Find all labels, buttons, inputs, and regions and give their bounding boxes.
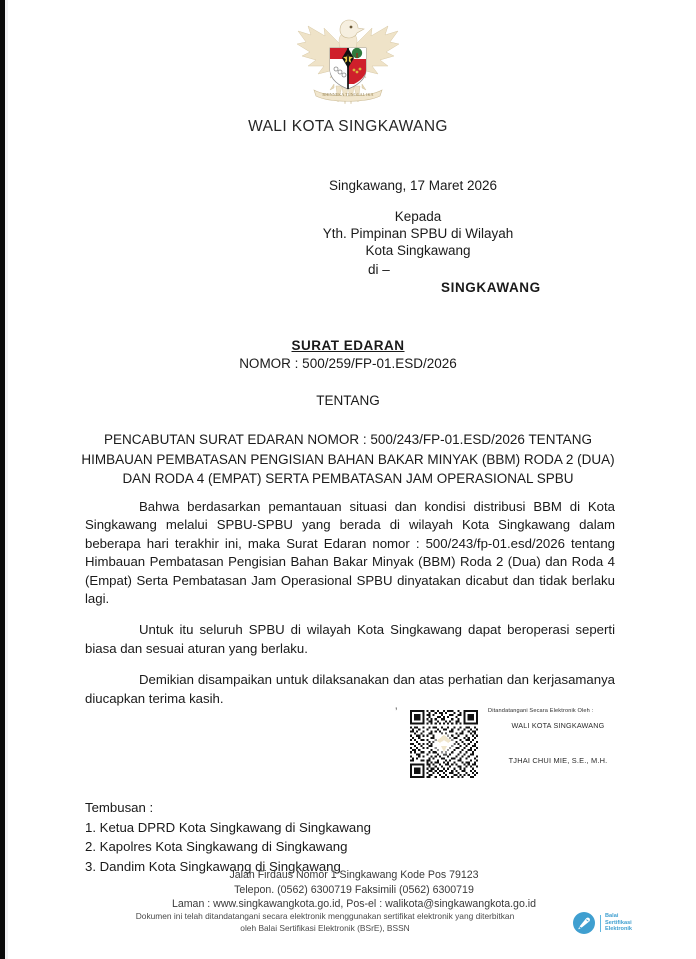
bsre-logo-icon [572,911,596,935]
signature-block [395,704,630,786]
title-block [60,338,636,489]
body-paragraph-2: Untuk itu seluruh SPBU di wilayah Kota Singkawang dapat beroperasi seperti biasa dan sesuai aturan yang berlaku. [85,622,615,656]
subject-line-3: DAN RODA 4 (EMPAT) SERTA PEMBATASAN JAM OPERASIONAL SPBU [122,471,574,486]
footer-street: Jalan Firdaus Nomor 1 Singkawang Kode Pos 79123 [229,869,479,881]
bsre-logo-divider [600,915,601,932]
addressee-recipient: Yth. Pimpinan SPBU di Wilayah [322,226,514,241]
electronic-signature-label: Ditandatangani Secara Elektronik Oleh : [488,708,594,714]
body-paragraph-3: Demikian disampaikan untuk dilaksanakan dan atas perhatian dan kerjasamanya diucapkan terima kasih. [85,672,615,706]
addressee-di-label: di – [368,262,390,277]
bsre-word-2: Sertifikasi [605,919,632,926]
subject-line-1: PENCABUTAN SURAT EDARAN NOMOR : 500/243/FP-01.ESD/2026 TENTANG [104,432,592,447]
letterhead [0,14,696,136]
addressee-region: Kota Singkawang [365,243,471,258]
scan-mark-icon: ’ [395,706,398,718]
bsre-word-3: Elektronik [605,926,633,933]
body-paragraph-1: Bahwa berdasarkan pemantauan situasi dan kondisi distribusi BBM di Kota Singkawang melalui SPBU-SPBU yang berada di wilayah Kota Singkawang dalam beberapa hari terakhir ini, maka Surat Edaran nomor : 500/243/fp-01.esd/2026 tentang Himbauan Pembatasan Pengisian Bahan Bakar Minyak (BBM) Roda 2 (Dua) dan Roda 4 (Empat) Serta Pembatasan Jam Operasional SPBU dinyatakan dicabut dan tidak berlaku lagi. [85,499,615,607]
signature-text [486,708,630,765]
letterhead-title: WALI KOTA SINGKAWANG [248,118,448,135]
bsre-notice-line-2: oleh Balai Sertifikasi Elektronik (BSrE), BSSN [240,923,410,933]
tembusan-item: 2. Kapolres Kota Singkawang di Singkawang [85,839,348,855]
document-type: SURAT EDARAN [291,338,405,353]
document-body [85,498,615,708]
qr-code[interactable] [410,710,478,778]
footer-phone: Telepon. (0562) 6300719 Faksimili (0562) 6300719 [234,883,474,896]
svg-text:BHINNEKA TUNGGAL IKA: BHINNEKA TUNGGAL IKA [322,92,374,97]
addressee-block [0,208,696,259]
signatory-office: WALI KOTA SINGKAWANG [511,721,605,730]
footer-address [0,868,696,912]
tembusan-item: 3. Dandim Kota Singkawang di Singkawang [85,858,341,874]
bsre-word-1: Balai [605,913,619,920]
bsre-notice-line-1: Dokumen ini telah ditandatangani secara elektronik menggunakan sertifikat elektronik yang diterbitkan [135,911,515,921]
tembusan-item: 1. Ketua DPRD Kota Singkawang di Singkawang [85,819,371,835]
document-number: NOMOR : 500/259/FP-01.ESD/2026 [239,356,457,371]
tembusan-block [85,798,371,876]
garuda-pancasila-emblem [294,14,402,110]
addressee-city: SINGKAWANG [441,280,541,295]
bsre-notice [100,910,550,934]
signatory-name: TJHAI CHUI MIE, S.E., M.H. [508,756,608,765]
scan-edge-artifact-light [5,0,8,959]
tentang-label: TENTANG [316,393,380,408]
document-subject [60,430,636,489]
addressee-kepada: Kepada [394,209,442,224]
date-line: Singkawang, 17 Maret 2026 [328,178,498,193]
bsre-logo [572,911,632,935]
tembusan-heading: Tembusan : [85,800,154,815]
footer-web-email: Laman : www.singkawangkota.go.id, Pos-el : walikota@singkawangkota.go.id [171,898,537,910]
bsre-logo-wordmark [605,913,632,932]
subject-line-2: HIMBAUAN PEMBATASAN PENGISIAN BAHAN BAKAR MINYAK (BBM) RODA 2 (DUA) [81,451,615,467]
